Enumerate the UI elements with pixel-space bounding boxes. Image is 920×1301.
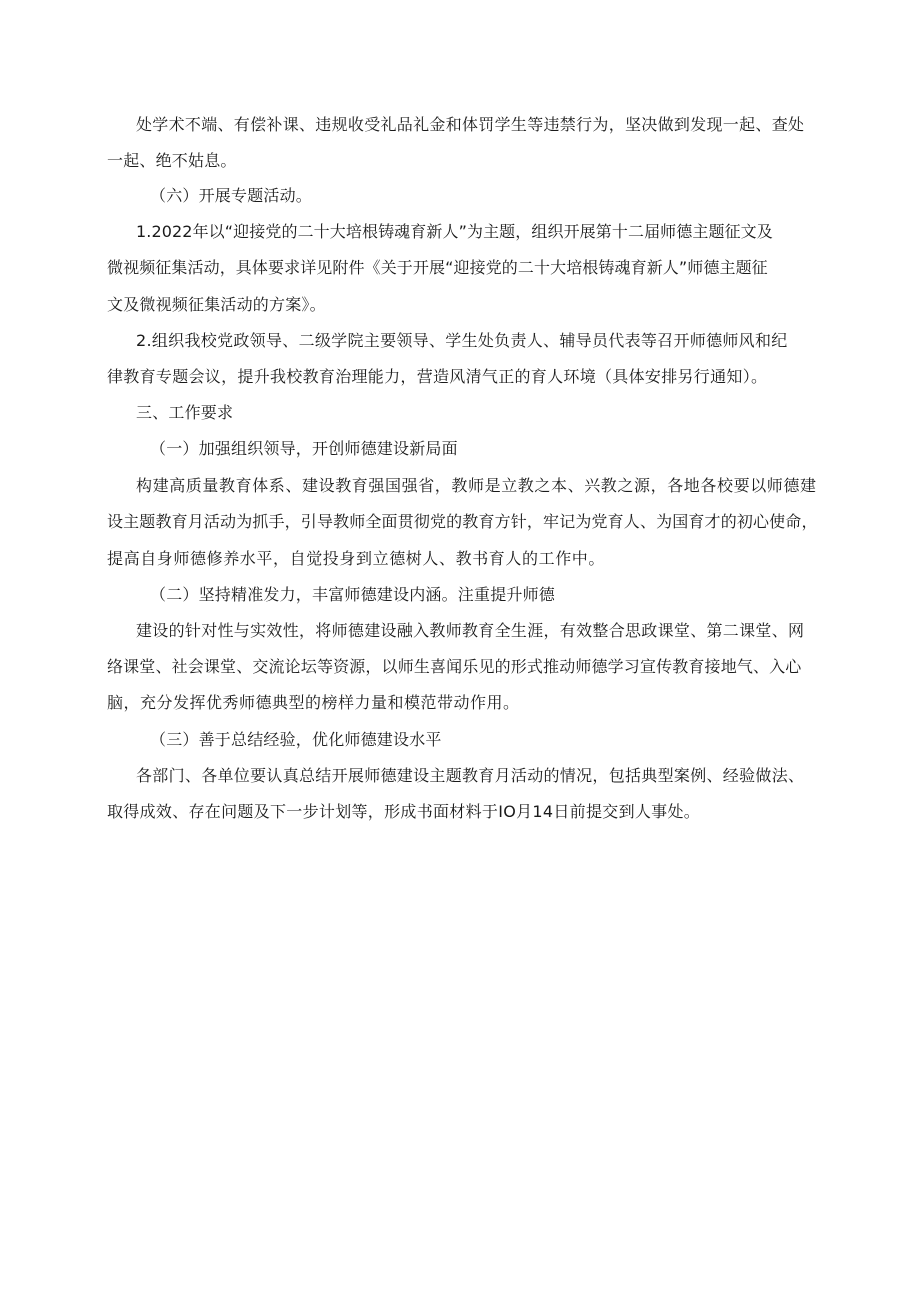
text-line-4: 1.2022年以“迎接党的二十大培根铸魂育新人”为主题，组织开展第十二届师德主题征文及 (136, 222, 773, 241)
text-line-16: 络课堂、社会课堂、交流论坛等资源，以师生喜闻乐见的形式推动师德学习宣传教育接地气、入心 (107, 657, 802, 676)
text-line-6: 文及微视频征集活动的方案》。 (107, 295, 326, 314)
text-line-20: 取得成效、存在问题及下一步计划等，形成书面材料于IO月14日前提交到人事处。 (107, 802, 701, 821)
subheading-2: （二）坚持精准发力，丰富师德建设内涵。注重提升师德 (150, 585, 556, 604)
section-heading: 三、工作要求 (136, 403, 234, 422)
subheading-3: （三）善于总结经验，优化师德建设水平 (150, 730, 442, 749)
text-line-15: 建设的针对性与实效性，将师德建设融入教师教育全生涯，有效整合思政课堂、第二课堂、网 (136, 621, 805, 640)
text-line-13: 提高自身师德修养水平，自觉投身到立德树人、教书育人的工作中。 (107, 549, 606, 568)
text-line-5: 微视频征集活动，具体要求详见附件《关于开展“迎接党的二十大培根铸魂育新人”师德主题征 (107, 258, 768, 277)
text-line-2: 一起、绝不姑息。 (107, 151, 237, 170)
text-line-17: 脑，充分发挥优秀师德典型的榜样力量和模范带动作用。 (107, 693, 520, 712)
text-line-11: 构建高质量教育体系、建设教育强国强省，教师是立教之本、兴教之源，各地各校要以师德建 (136, 476, 817, 495)
subheading-1: （一）加强组织领导，开创师德建设新局面 (150, 439, 458, 458)
text-line-3: （六）开展专题活动。 (150, 186, 313, 205)
text-line-1: 处学术不端、有偿补课、违规收受礼品礼金和体罚学生等违禁行为，坚决做到发现一起、查处 (136, 115, 805, 134)
text-line-7: 2.组织我校党政领导、二级学院主要领导、学生处负责人、辅导员代表等召开师德师风和纪 (136, 331, 788, 350)
text-line-19: 各部门、各单位要认真总结开展师德建设主题教育月活动的情况，包括典型案例、经验做法、 (136, 766, 805, 785)
text-line-8: 律教育专题会议，提升我校教育治理能力，营造风清气正的育人环境（具体安排另行通知）。 (107, 367, 768, 386)
text-line-12: 设主题教育月活动为抓手，引导教师全面贯彻党的教育方针，牢记为党育人、为国育才的初心使命， (107, 512, 818, 531)
